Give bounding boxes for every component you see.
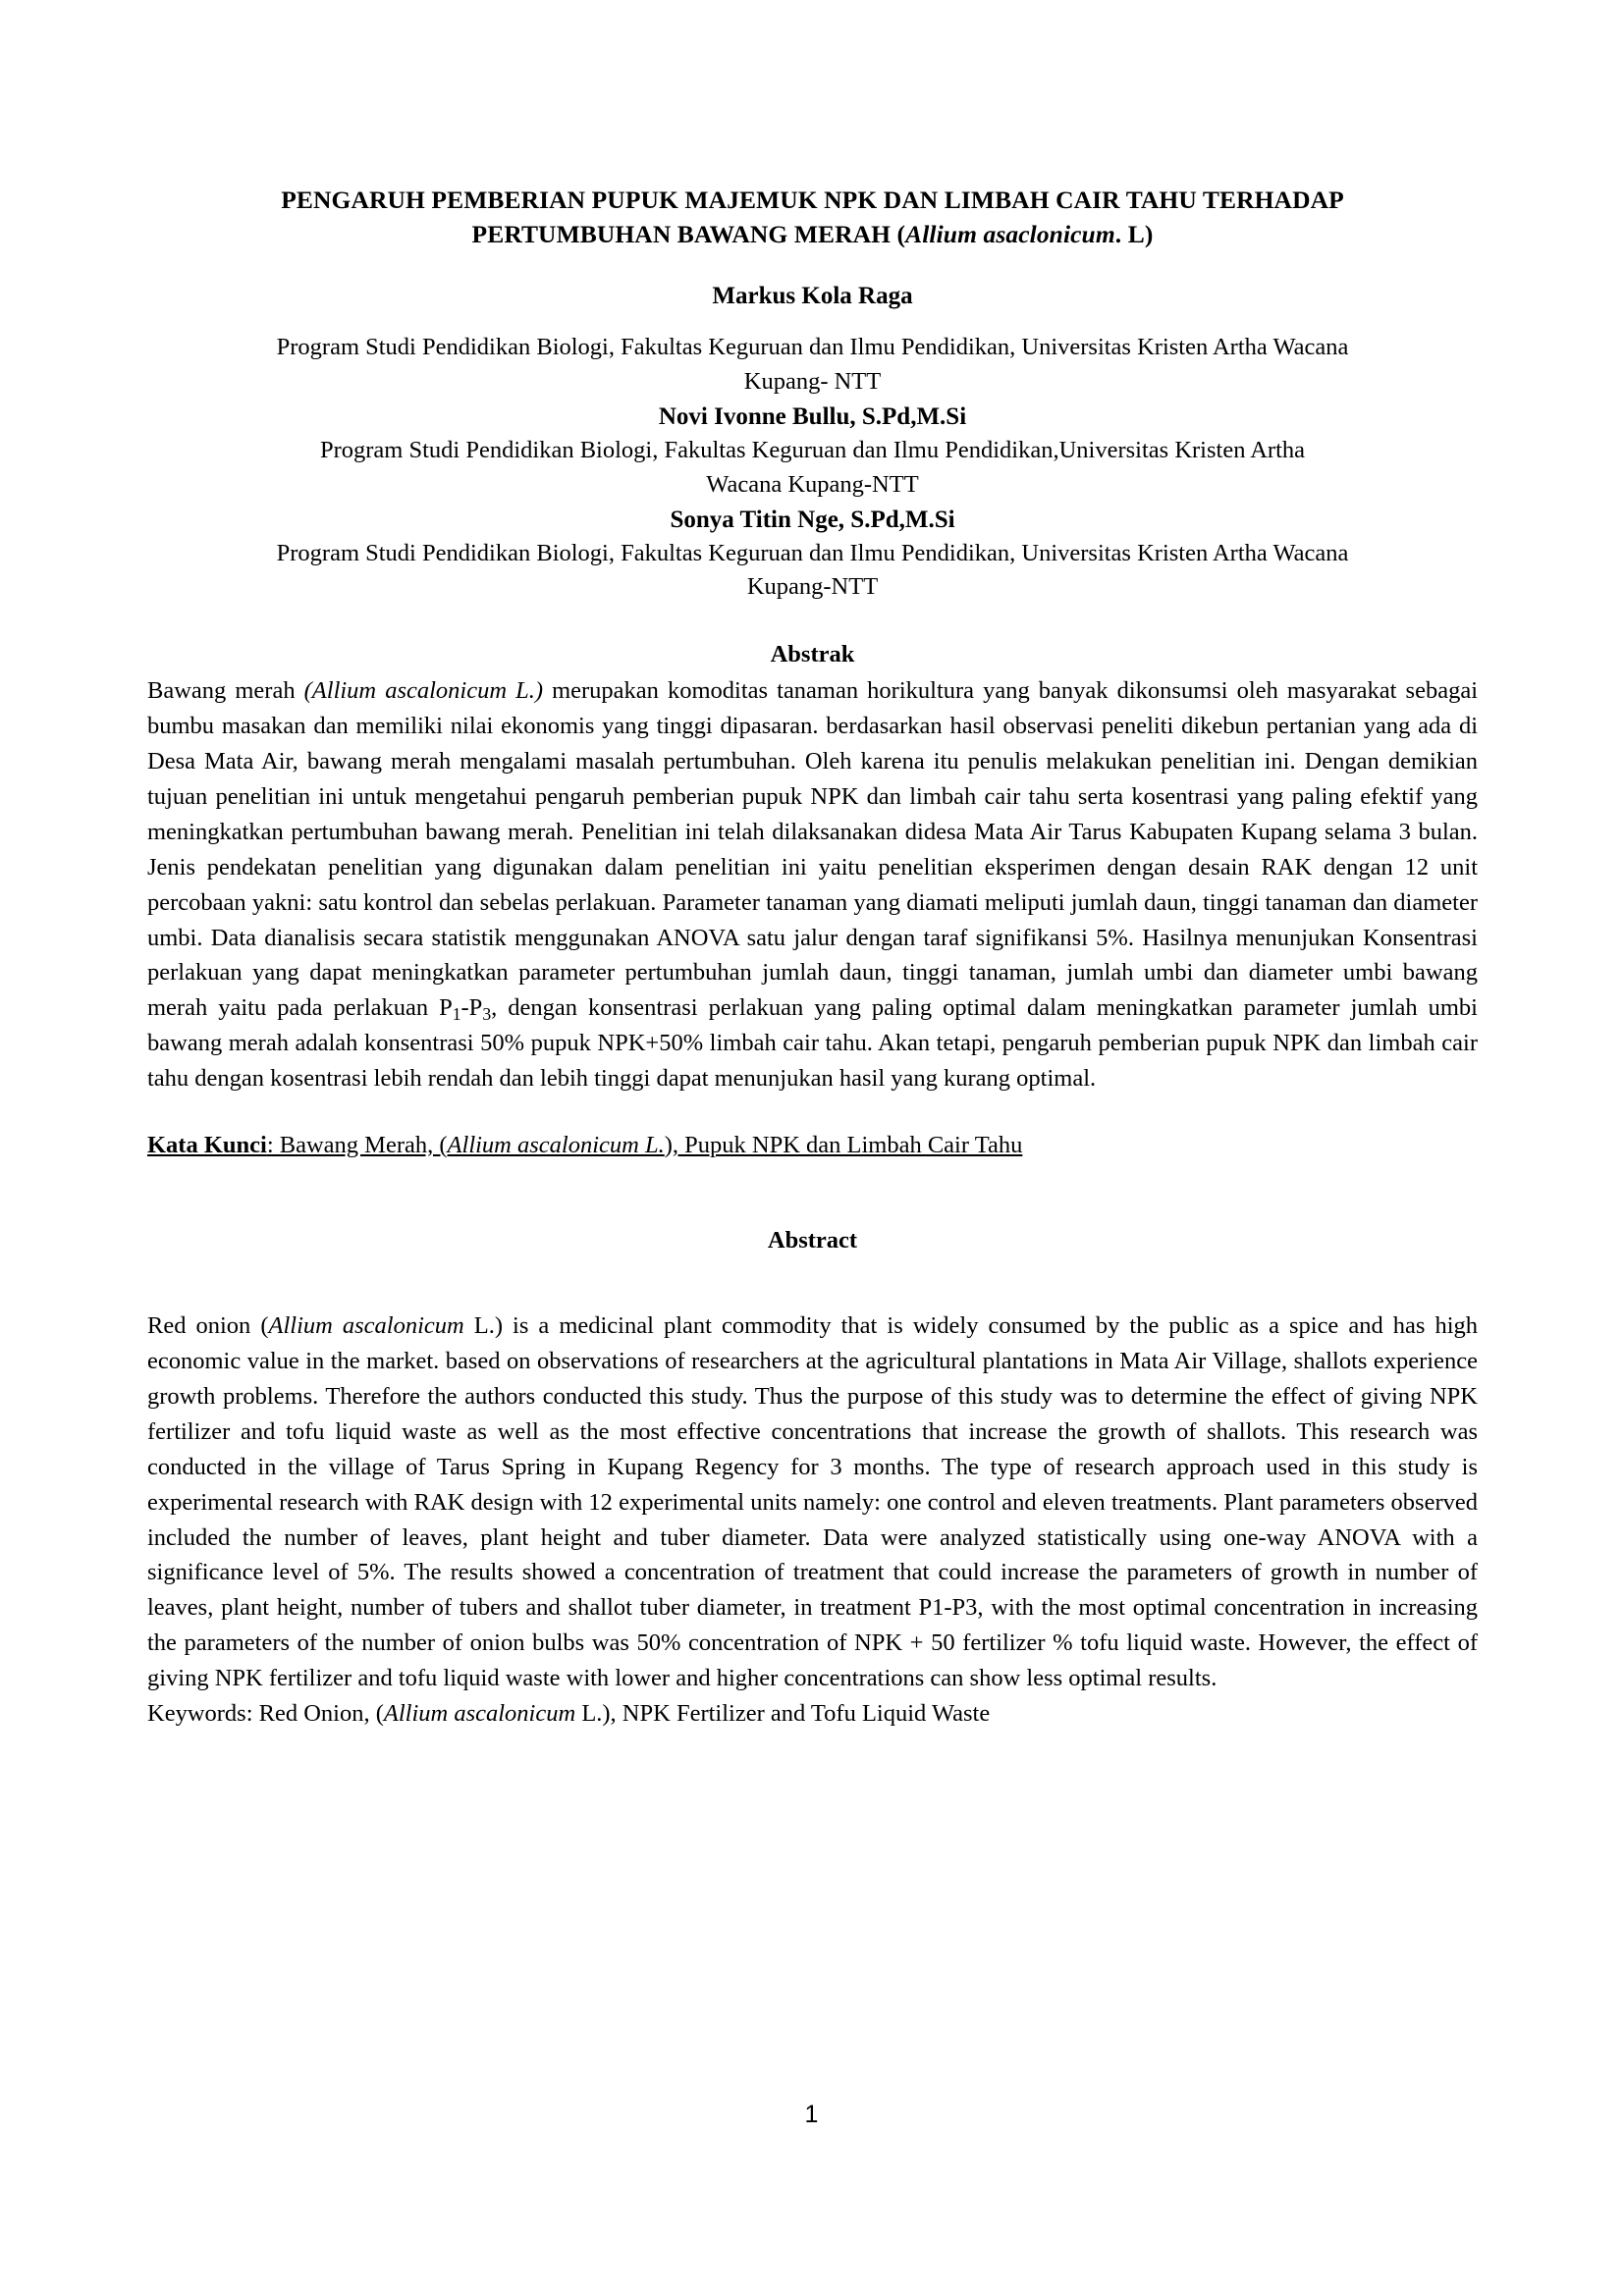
abstract-body xyxy=(147,1308,1478,1696)
abstract-text-part-1: Red onion ( xyxy=(147,1312,269,1340)
keywords-en-tail: L.), NPK Fertilizer and Tofu Liquid Waste xyxy=(575,1700,991,1728)
keywords-en-label: Keywords: Red Onion, ( xyxy=(147,1700,384,1728)
author-affiliation-2-line-2: Wacana Kupang-NTT xyxy=(706,470,919,498)
abstrak-subscript-1: 1 xyxy=(452,1004,461,1025)
abstrak-text-part-4: , dengan konsentrasi perlakuan yang paling optimal dalam meningkatkan parameter jumlah umbi bawang merah adalah konsentrasi 50% pupuk NPK+50% limbah cair tahu. Akan tetapi, pengaruh pemberian pupuk NPK dan limbah cair tahu dengan kosentrasi lebih rendah dan lebih tinggi dapat menunjukan hasil yang kurang optimal. xyxy=(147,994,1478,1093)
abstrak-species-name: (Allium ascalonicum L.) xyxy=(303,677,544,705)
abstrak-body xyxy=(147,673,1478,1096)
keywords-id-tail: ), Pupuk NPK dan Limbah Cair Tahu xyxy=(664,1132,1023,1159)
abstract-species-name: Allium ascalonicum xyxy=(268,1312,464,1340)
title-line-2-prefix: PERTUMBUHAN BAWANG MERAH ( xyxy=(471,220,906,249)
abstrak-text-part-3: -P xyxy=(460,994,483,1022)
paper-title xyxy=(147,183,1478,251)
keywords-en-species: Allium ascalonicum xyxy=(383,1700,576,1728)
title-line-1: PENGARUH PEMBERIAN PUPUK MAJEMUK NPK DAN LIMBAH CAIR TAHU TERHADAP xyxy=(281,186,1344,214)
abstrak-heading: Abstrak xyxy=(770,641,855,668)
title-line-2-suffix: . L) xyxy=(1114,220,1154,249)
author-name-2: Novi Ivonne Bullu, S.Pd,M.Si xyxy=(658,402,967,430)
author-affiliation-2-line-1: Program Studi Pendidikan Biologi, Fakultas Keguruan dan Ilmu Pendidikan,Universitas Kristen Artha xyxy=(319,436,1306,463)
abstrak-text-part-1: Bawang merah xyxy=(147,677,304,705)
author-affiliation-1-line-2: Kupang- NTT xyxy=(743,368,882,396)
author-name-1: Markus Kola Raga xyxy=(712,283,913,310)
abstract-text-part-2: L.) is a medicinal plant commodity that is widely consumed by the public as a spice and has high economic value in the market. based on observations of researchers at the agricultural plantations in Mata Air Village, shallots experience growth problems. Therefore the authors conducted this study. Thus the purpose of this study was to determine the effect of giving NPK fertilizer and tofu liquid waste as well as the most effective concentrations that increase the growth of shallots. This research was conducted in the village of Tarus Spring in Kupang Regency for 3 months. The type of research approach used in this study is experimental research with RAK design with 12 experimental units namely: one control and eleven treatments. Plant parameters observed included the number of leaves, plant height and tuber diameter. Data were analyzed statistically using one-way ANOVA with a significance level of 5%. The results showed a concentration of treatment that could increase the parameters of growth in number of leaves, plant height, number of tubers and shallot tuber diameter, in treatment P1-P3, with the most optimal concentration in increasing the parameters of the number of onion bulbs was 50% concentration of NPK + 50 fertilizer % tofu liquid waste. However, the effect of giving NPK fertilizer and tofu liquid waste with lower and higher concentrations can show less optimal results. xyxy=(147,1312,1479,1692)
page-number: 1 xyxy=(804,2101,819,2128)
author-affiliation-1-line-1: Program Studi Pendidikan Biologi, Fakultas Keguruan dan Ilmu Pendidikan, Universitas Kristen Artha Wacana xyxy=(276,334,1349,361)
author-affiliation-3-line-2: Kupang-NTT xyxy=(746,573,879,601)
title-species-name: Allium asaclonicum xyxy=(905,220,1115,249)
author-affiliation-3-line-1: Program Studi Pendidikan Biologi, Fakultas Keguruan dan Ilmu Pendidikan, Universitas Kristen Artha Wacana xyxy=(276,539,1349,566)
keywords-english xyxy=(147,1696,1478,1732)
title-line-2 xyxy=(147,217,1478,251)
keywords-indonesian xyxy=(147,1128,1478,1163)
keywords-id-label: Kata Kunci xyxy=(147,1132,267,1159)
abstract-heading: Abstract xyxy=(767,1226,858,1254)
abstrak-subscript-2: 3 xyxy=(482,1004,492,1025)
keywords-id-species: Allium ascalonicum L. xyxy=(447,1132,665,1159)
abstrak-text-part-2: merupakan komoditas tanaman horikultura yang banyak dikonsumsi oleh masyarakat sebagai bumbu masakan dan memiliki nilai ekonomis yang tinggi dipasaran. berdasarkan hasil observasi peneliti dikebun pertanian yang ada di Desa Mata Air, bawang merah mengalami masalah pertumbuhan. Oleh karena itu penulis melakukan penelitian ini. Dengan demikian tujuan penelitian ini untuk mengetahui pengaruh pemberian pupuk NPK dan limbah cair tahu serta kosentrasi yang paling efektif yang meningkatkan pertumbuhan bawang merah. Penelitian ini telah dilaksanakan didesa Mata Air Tarus Kabupaten Kupang selama 3 bulan. Jenis pendekatan penelitian yang digunakan dalam penelitian ini yaitu penelitian eksperimen dengan desain RAK dengan 12 unit percobaan yakni: satu kontrol dan sebelas perlakuan. Parameter tanaman yang diamati meliputi jumlah daun, tinggi tanaman dan diameter umbi. Data dianalisis secara statistik menggunakan ANOVA satu jalur dengan taraf signifikansi 5%. Hasilnya menunjukan Konsentrasi perlakuan yang dapat meningkatkan parameter pertumbuhan jumlah daun, tinggi tanaman, jumlah umbi dan diameter umbi bawang merah yaitu pada perlakuan P xyxy=(147,677,1479,1022)
author-name-3: Sonya Titin Nge, S.Pd,M.Si xyxy=(670,506,955,533)
keywords-id-separator: : Bawang Merah, ( xyxy=(266,1132,448,1159)
page-content xyxy=(147,0,1478,1732)
